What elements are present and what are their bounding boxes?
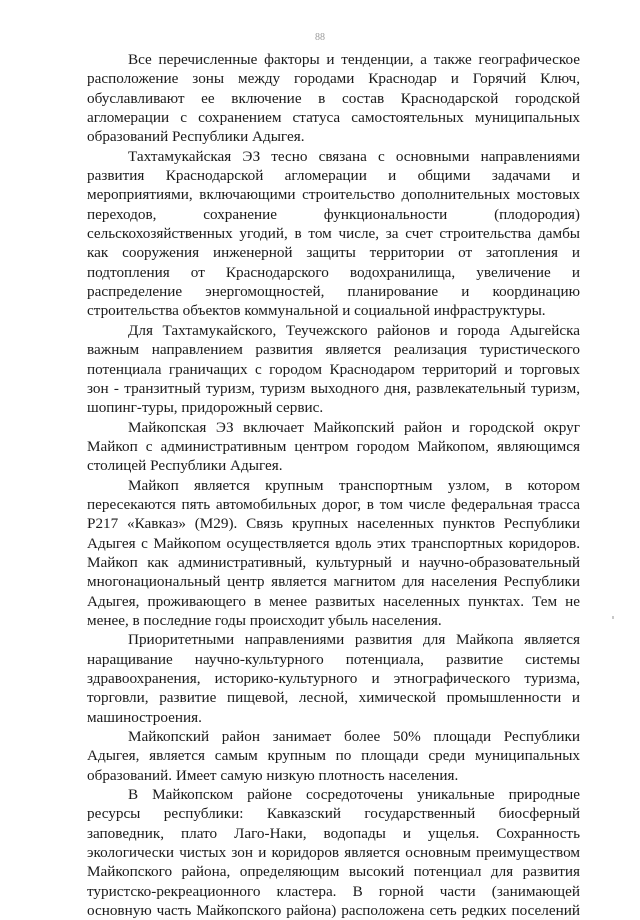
text-line: переходов, сохранение функциональности (плодородия) xyxy=(87,205,580,223)
text-line: заповедник, плато Лаго-Наки, водопады и ущелья. Сохранность xyxy=(87,824,580,842)
text-line: Адыгея, является самым крупным по площади среди муниципальных xyxy=(87,747,580,765)
document-body xyxy=(87,50,580,920)
text-line: развития Краснодарской агломерации и общими задачами и xyxy=(87,167,580,185)
paragraph xyxy=(87,147,580,321)
text-line: Для Тахтамукайского, Теучежского районов и города Адыгейска xyxy=(128,321,580,339)
text-line: машиностроения. xyxy=(87,708,202,726)
text-line: Адыгея, проживающего в менее развитых населенных пунктах. Тем не xyxy=(87,592,580,610)
text-line: образований Республики Адыгея. xyxy=(87,128,305,146)
text-line: строительства объектов коммунальной и социальной инфраструктуры. xyxy=(87,302,546,320)
text-line: основную часть Майкопского района) расположена сеть редких поселений xyxy=(87,902,580,920)
text-line: Все перечисленные факторы и тенденции, а также географическое xyxy=(128,51,580,68)
paragraph xyxy=(87,418,580,476)
text-line: сельскохозяйственных угодий, в том числе, за счет строительства дамбы xyxy=(87,225,580,243)
text-line: распределение энергомощностей, планирование и координацию xyxy=(87,283,580,301)
paragraph xyxy=(87,476,580,631)
text-line: здравоохранения, историко-культурного и этнографического туризма, xyxy=(87,670,580,687)
text-line: образований. Имеет самую низкую плотность населения. xyxy=(87,766,459,784)
text-line: Майкопская ЭЗ включает Майкопский район и городской округ xyxy=(128,418,580,436)
text-line: Тахтамукайская ЭЗ тесно связана с основными направлениями xyxy=(128,147,580,165)
text-line: торговли, развитие пищевой, лесной, химической промышленности и xyxy=(87,689,580,707)
text-line: важным направлением развития является реализация туристического xyxy=(87,341,580,359)
text-line: экологически чистых зон и коридоров является основным преимуществом xyxy=(87,844,580,862)
text-line: шопинг-туры, придорожный сервис. xyxy=(87,399,324,417)
text-line: обуславливают ее включение в состав Краснодарской городской xyxy=(87,89,580,107)
text-line: Майкопского района, определяющим высокий потенциал для развития xyxy=(87,863,580,881)
text-line: многонациональный центр является магнитом для населения Республики xyxy=(87,573,580,591)
page-number: 88 xyxy=(315,32,325,43)
text-line: как сооружения инженерной защиты территории от затопления и xyxy=(87,244,580,262)
text-line: подтопления от Краснодарского водохранилища, увеличение и xyxy=(87,263,580,281)
text-line: столицей Республики Адыгея. xyxy=(87,457,283,475)
text-line: Майкоп как административный, культурный и научно-образовательный xyxy=(87,553,580,571)
text-line: агломерации с сохранением статуса самостоятельных муниципальных xyxy=(87,109,580,127)
text-line: менее, в последние годы происходит убыль населения. xyxy=(87,611,442,629)
scan-artifact xyxy=(612,616,614,619)
paragraph xyxy=(87,321,580,418)
text-line: Адыгея с Майкопом осуществляется вдоль этих транспортных коридоров. xyxy=(87,534,580,552)
text-line: мероприятиями, включающими строительство дополнительных мостовых xyxy=(87,186,580,204)
text-line: наращивание научно-культурного потенциала, развитие системы xyxy=(87,650,580,668)
text-line: Майкопский район занимает более 50% площади Республики xyxy=(128,728,580,746)
text-line: Р217 «Кавказ» (М29). Связь крупных населенных пунктов Республики xyxy=(87,515,580,533)
text-line: зон - транзитный туризм, туризм выходного дня, развлекательный туризм, xyxy=(87,379,580,397)
paragraph xyxy=(87,630,580,727)
text-line: пересекаются пять автомобильных дорог, в том числе федеральная трасса xyxy=(87,495,580,513)
text-line: ресурсы республики: Кавказский государственный биосферный xyxy=(87,805,580,823)
paragraph xyxy=(87,785,580,920)
text-line: Майкоп является крупным транспортным узлом, в котором xyxy=(128,476,580,494)
text-line: потенциала граничащих с городом Краснодаром территорий и торговых xyxy=(87,360,580,378)
text-line: Майкоп с административным центром городом Майкопом, являющимся xyxy=(87,437,580,455)
text-line: Приоритетными направлениями развития для Майкопа является xyxy=(128,631,580,649)
text-line: расположение зоны между городами Краснодар и Горячий Ключ, xyxy=(87,70,580,88)
paragraph xyxy=(87,50,580,147)
text-line: туристско-рекреационного кластера. В горной части (занимающей xyxy=(87,882,580,900)
text-line: В Майкопском районе сосредоточены уникальные природные xyxy=(128,786,580,804)
paragraph xyxy=(87,727,580,785)
